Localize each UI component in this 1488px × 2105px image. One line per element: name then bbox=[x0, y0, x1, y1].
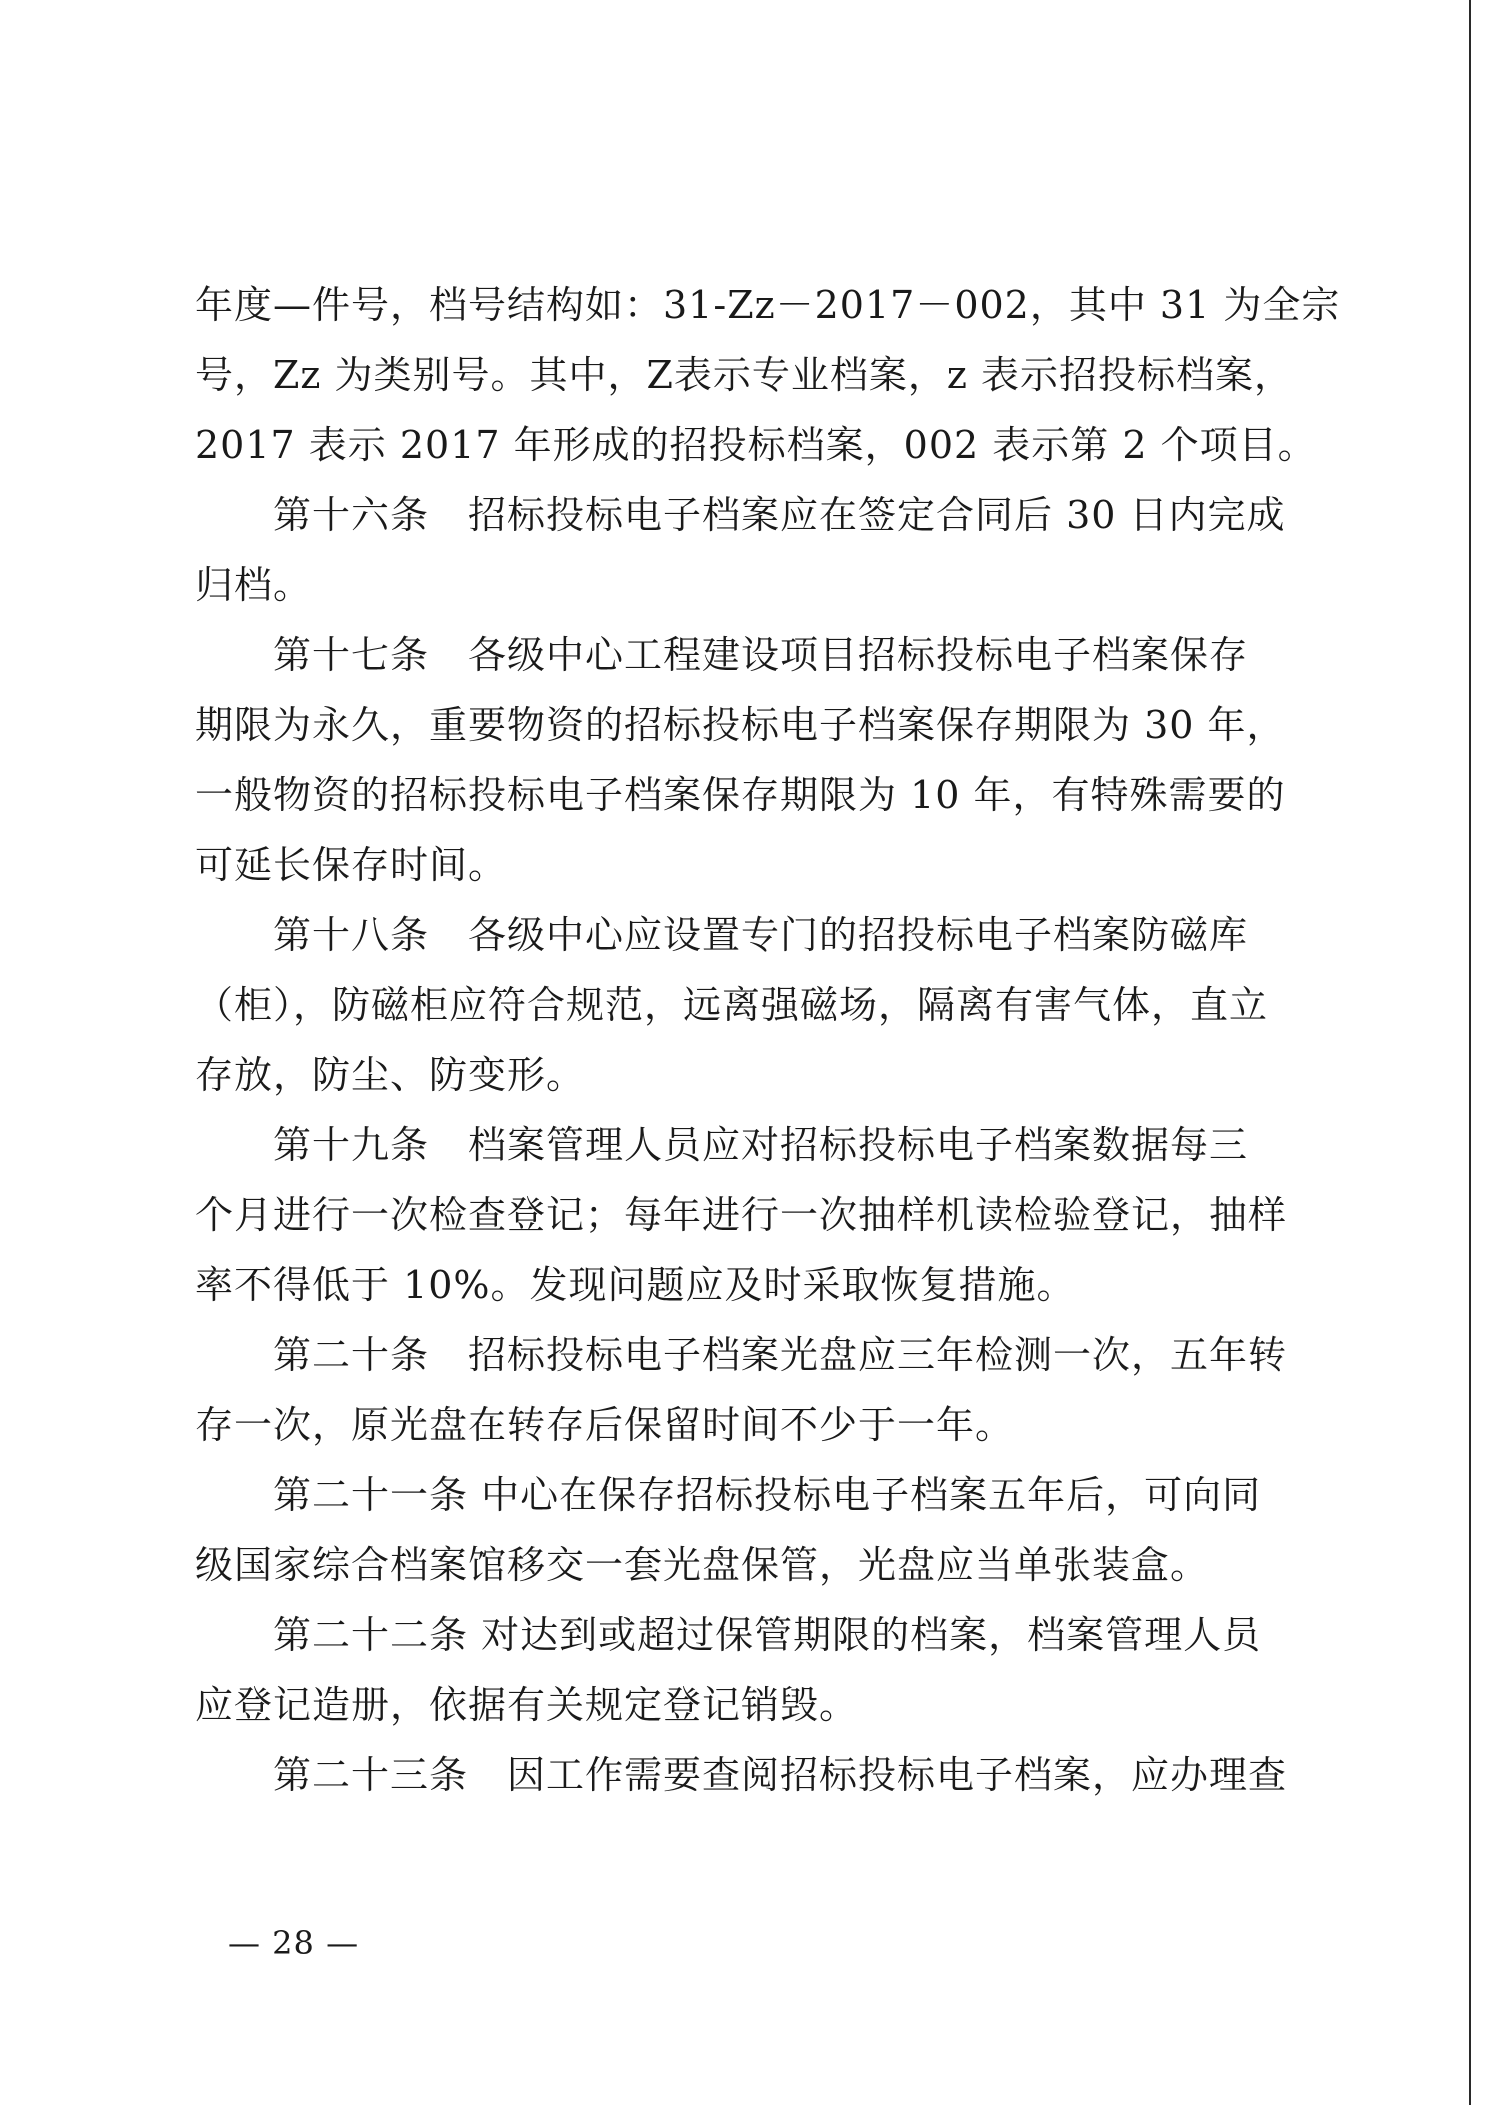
article-19-line: 第十九条 档案管理人员应对招标投标电子档案数据每三 bbox=[273, 1123, 1249, 1167]
article-16-line: 第十六条 招标投标电子档案应在签定合同后 30 日内完成 bbox=[273, 493, 1286, 537]
article-17-line: 第十七条 各级中心工程建设项目招标投标电子档案保存 bbox=[273, 633, 1249, 677]
document-body bbox=[195, 270, 1341, 1810]
body-line: 一般物资的招标投标电子档案保存期限为 10 年，有特殊需要的 bbox=[195, 773, 1286, 817]
body-line: 应登记造册，依据有关规定登记销毁。 bbox=[195, 1683, 859, 1727]
body-line: 级国家综合档案馆移交一套光盘保管，光盘应当单张装盒。 bbox=[195, 1543, 1210, 1587]
page-number: — 28 — bbox=[228, 1924, 360, 1962]
body-line: 可延长保存时间。 bbox=[195, 843, 508, 887]
article-20-line: 第二十条 招标投标电子档案光盘应三年检测一次，五年转 bbox=[273, 1333, 1288, 1377]
article-21-line: 第二十一条 中心在保存招标投标电子档案五年后，可向同 bbox=[273, 1473, 1262, 1517]
page-edge-rule bbox=[1469, 0, 1471, 2105]
body-line: 存放，防尘、防变形。 bbox=[195, 1053, 586, 1097]
article-22-line: 第二十二条 对达到或超过保管期限的档案，档案管理人员 bbox=[273, 1613, 1262, 1657]
body-line: 率不得低于 10%。发现问题应及时采取恢复措施。 bbox=[195, 1263, 1076, 1307]
body-line: （柜），防磁柜应符合规范，远离强磁场，隔离有害气体，直立 bbox=[195, 983, 1269, 1027]
body-line: 号，Zz 为类别号。其中，Z表示专业档案，z 表示招投标档案， bbox=[195, 353, 1294, 397]
body-line: 存一次，原光盘在转存后保留时间不少于一年。 bbox=[195, 1403, 1015, 1447]
body-line: 个月进行一次检查登记；每年进行一次抽样机读检验登记，抽样 bbox=[195, 1193, 1288, 1237]
body-line: 2017 表示 2017 年形成的招投标档案，002 表示第 2 个项目。 bbox=[195, 423, 1317, 467]
body-line: 年度—件号，档号结构如：31-Zz－2017－002，其中 31 为全宗 bbox=[195, 283, 1341, 327]
body-line: 归档。 bbox=[195, 563, 313, 607]
article-18-line: 第十八条 各级中心应设置专门的招投标电子档案防磁库 bbox=[273, 913, 1249, 957]
article-23-line: 第二十三条 因工作需要查阅招标投标电子档案，应办理查 bbox=[273, 1753, 1288, 1797]
body-line: 期限为永久，重要物资的招标投标电子档案保存期限为 30 年， bbox=[195, 703, 1286, 747]
